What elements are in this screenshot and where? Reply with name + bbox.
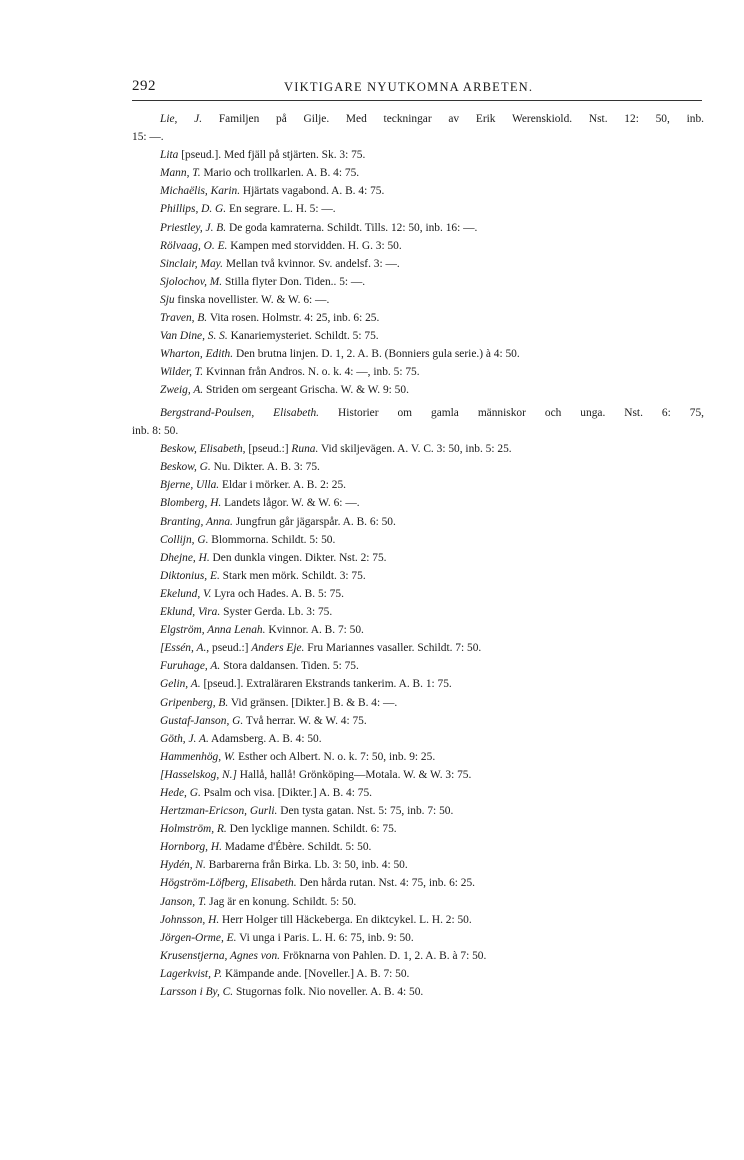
entry-text: Adamsberg. A. B. 4: 50. [211,732,322,745]
entry-author: Högström-Löfberg, Elisabeth. [160,877,297,890]
entry-author: [Essén, A., [160,642,210,655]
bibliography-entry [132,291,704,309]
entry-text: Psalm och visa. [Dikter.] A. B. 4: 75. [203,786,372,799]
entry-author: Priestley, J. B. [160,221,227,234]
entry-text: Familjen på Gilje. Med teckningar av Erik Werenskiold. Nst. 12: 50, inb. [218,113,704,125]
bibliography-entry [132,983,704,1001]
bibliography-entry [132,110,704,146]
bibliography-entry [132,513,704,531]
page-header [132,78,708,98]
entry-text: Stugornas folk. Nio noveller. A. B. 4: 50. [235,986,424,998]
entry-text: De goda kamraterna. Schildt. Tills. 12: 50, inb. 16: —. [228,221,478,234]
bibliography-entry [132,820,704,838]
bibliography-entry [132,404,704,440]
entry-author: Johnsson, H. [160,913,220,926]
bibliography-entry [132,694,704,712]
entry-text: Blommorna. Schildt. 5: 50. [211,533,336,546]
bibliography-entry [132,327,704,345]
entry-text: Stark men mörk. Schildt. 3: 75. [222,569,366,582]
entry-author: Göth, J. A. [160,732,209,745]
bibliography-entry [132,874,704,892]
entry-author: Lagerkvist, P. [160,967,223,980]
entry-text: Striden om sergeant Grischa. W. & W. 9: 50. [206,384,409,397]
entry-text: Hjärtats vagabond. A. B. 4: 75. [242,185,385,198]
entry-text: Vita rosen. Holmstr. 4: 25, inb. 6: 25. [209,312,380,325]
entry-author: Beskow, Elisabeth, [160,443,246,456]
bibliography-entry [132,381,704,399]
entry-first-line [160,110,704,128]
entry-author: Bjerne, Ulla. [160,479,220,492]
bibliography-entry [132,639,704,657]
bibliography-entry [132,893,704,911]
bibliography-entry [132,363,704,381]
entry-first-line [160,404,704,422]
entry-text-rest: Vid skiljevägen. A. V. C. 3: 50, inb. 5: 25. [318,443,512,456]
bibliography-entry [132,345,704,363]
bibliography-entry [132,255,704,273]
entry-text: Esther och Albert. N. o. k. 7: 50, inb. 9: 25. [238,750,436,763]
bibliography-entry [132,494,704,512]
bibliography-entry [132,567,704,585]
entry-text: Jungfrun går jägarspår. A. B. 6: 50. [235,515,396,528]
entry-text-rest: Fru Mariannes vasaller. Schildt. 7: 50. [304,642,482,655]
entry-author: Ekelund, V. [160,587,212,600]
bibliography-entry [132,748,704,766]
entry-text: Den brutna linjen. D. 1, 2. A. B. (Bonniers gula serie.) à 4: 50. [235,348,520,361]
entry-text: Stora daldansen. Tiden. 5: 75. [223,660,359,673]
bibliography-entry [132,585,704,603]
entry-text: Nu. Dikter. A. B. 3: 75. [213,461,320,474]
entry-author: Gelin, A. [160,678,201,691]
entry-text: Den tysta gatan. Nst. 5: 75, inb. 7: 50. [280,805,454,818]
entry-text: Kvinnan från Andros. N. o. k. 4: —, inb. 5: 75. [206,366,420,379]
entry-author: Collijn, G. [160,533,209,546]
entry-author: Phillips, D. G. [160,203,227,216]
entry-author: Gripenberg, B. [160,696,229,709]
entry-text: Kanariemysteriet. Schildt. 5: 75. [230,330,379,343]
entry-text: Kämpande ande. [Noveller.] A. B. 7: 50. [224,967,410,980]
entry-author: Holmström, R. [160,823,227,836]
entry-text: Två herrar. W. & W. 4: 75. [245,714,367,727]
entry-author: Bergstrand-Poulsen, Elisabeth. [160,407,320,419]
bibliography-entry [132,965,704,983]
bibliography-entry [132,929,704,947]
entry-text: [pseud.:] [248,443,292,456]
header-rule [132,100,702,101]
entry-author: Eklund, Vira. [160,606,221,619]
entry-author: Janson, T. [160,895,207,908]
bibliography-entry [132,549,704,567]
entry-list-1 [132,110,704,400]
entry-text: Mellan två kvinnor. Sv. andelsf. 3: —. [225,257,400,270]
bibliography-entry [132,273,704,291]
entry-author: Hornborg, H. [160,841,222,854]
entry-author: Sju [160,293,175,306]
bibliography-entry [132,856,704,874]
bibliography-entry [132,182,704,200]
page-number: 292 [132,78,156,94]
entry-author: Michaëlis, Karin. [160,185,241,198]
bibliography-entry [132,657,704,675]
entry-text: Herr Holger till Häckeberga. En diktcykel. L. H. 2: 50. [222,913,472,926]
entry-text: pseud.:] [212,642,252,655]
entry-author: Larsson i By, C. [160,986,234,998]
entry-author: Wharton, Edith. [160,348,234,361]
entry-author: Gustaf-Janson, G. [160,714,244,727]
entry-text: Vi unga i Paris. L. H. 6: 75, inb. 9: 50. [239,931,414,944]
entry-text: [pseud.]. Extraläraren Ekstrands tankerim. A. B. 1: 75. [203,678,452,691]
bibliography-entry [132,838,704,856]
entry-author: Zweig, A. [160,384,204,397]
entry-author: Dhejne, H. [160,551,210,564]
bibliography-entry [132,712,704,730]
entry-text: Jag är en konung. Schildt. 5: 50. [209,895,357,908]
entry-author: Hammenhög, W. [160,750,236,763]
entry-text: Den dunkla vingen. Dikter. Nst. 2: 75. [212,551,387,564]
entry-text: Lyra och Hades. A. B. 5: 75. [214,587,344,600]
bibliography-entry [132,476,704,494]
entry-text: Eldar i mörker. A. B. 2: 25. [222,479,347,492]
bibliography-entry [132,219,704,237]
entry-list-2 [132,404,704,1001]
bibliography-entry [132,237,704,255]
entry-text: Barbarerna från Birka. Lb. 3: 50, inb. 4: 50. [208,859,408,872]
entry-author: Elgström, Anna Lenah. [160,624,266,637]
bibliography-entry [132,621,704,639]
entry-text: Kvinnor. A. B. 7: 50. [268,624,364,637]
entry-text: En segrare. L. H. 5: —. [229,203,336,216]
bibliography-entry [132,911,704,929]
entry-text: Syster Gerda. Lb. 3: 75. [223,606,333,619]
bibliography-entry [132,440,704,458]
entry-author: Furuhage, A. [160,660,221,673]
entry-continuation: inb. 8: 50. [132,425,179,438]
entry-continuation: 15: —. [132,131,164,144]
bibliography-entry [132,164,704,182]
bibliography-entry [132,146,704,164]
bibliography-entry [132,458,704,476]
entry-author: Beskow, G. [160,461,211,474]
entry-text: finska novellister. W. & W. 6: —. [177,293,330,306]
entry-author: Sinclair, May. [160,257,223,270]
bibliography-entry [132,309,704,327]
entry-author: Branting, Anna. [160,515,233,528]
entry-text: Landets lågor. W. & W. 6: —. [224,497,360,510]
entry-text: Historier om gamla människor och unga. Nst. 6: 75, [338,407,704,419]
entry-author: Sjolochov, M. [160,275,223,288]
entry-author: Van Dine, S. S. [160,330,228,343]
entry-author: Krusenstjerna, Agnes von. [160,949,281,962]
entry-author: Traven, B. [160,312,208,325]
entry-author: Blomberg, H. [160,497,222,510]
bibliography-entry [132,200,704,218]
entry-text: Stilla flyter Don. Tiden.. 5: —. [224,275,366,288]
entry-text: Vid gränsen. [Dikter.] B. & B. 4: —. [230,696,398,709]
bibliography-entry [132,947,704,965]
bibliography-entry [132,675,704,693]
entry-author: Lie, J. [160,113,203,125]
entry-author: Diktonius, E. [160,569,220,582]
entry-author: Rölvaag, O. E. [160,239,228,252]
entry-author: Lita [160,149,179,162]
entry-author: Mann, T. [160,167,201,180]
entry-title-italic: Runa. [291,443,319,456]
entry-text: [pseud.]. Med fjäll på stjärten. Sk. 3: 75. [181,149,366,162]
entry-text: Madame d'Ébère. Schildt. 5: 50. [224,841,372,854]
entry-author: Wilder, T. [160,366,204,379]
entry-text: Mario och trollkarlen. A. B. 4: 75. [203,167,360,180]
running-title: VIKTIGARE NYUTKOMNA ARBETEN. [284,80,534,94]
entry-text: Hallå, hallå! Grönköping—Motala. W. & W. 3: 75. [239,768,472,781]
bibliography-entry [132,603,704,621]
bibliography-entry [132,531,704,549]
entry-author: Hydén, N. [160,859,206,872]
entry-text: Den hårda rutan. Nst. 4: 75, inb. 6: 25. [299,877,476,890]
entry-text: Fröknarna von Pahlen. D. 1, 2. A. B. à 7: 50. [282,949,487,962]
entry-author: Jörgen-Orme, E. [160,931,237,944]
bibliography-entry [132,784,704,802]
bibliography-entry [132,766,704,784]
entry-author: Hede, G. [160,786,201,799]
bibliography-entry [132,730,704,748]
entry-author: Hertzman-Ericson, Gurli. [160,805,278,818]
bibliography-entry [132,802,704,820]
entry-text: Den lycklige mannen. Schildt. 6: 75. [229,823,397,836]
entry-title-italic: Anders Eje. [251,642,305,655]
entry-text: Kampen med storvidden. H. G. 3: 50. [230,239,402,252]
entry-author: [Hasselskog, N.] [160,768,237,781]
